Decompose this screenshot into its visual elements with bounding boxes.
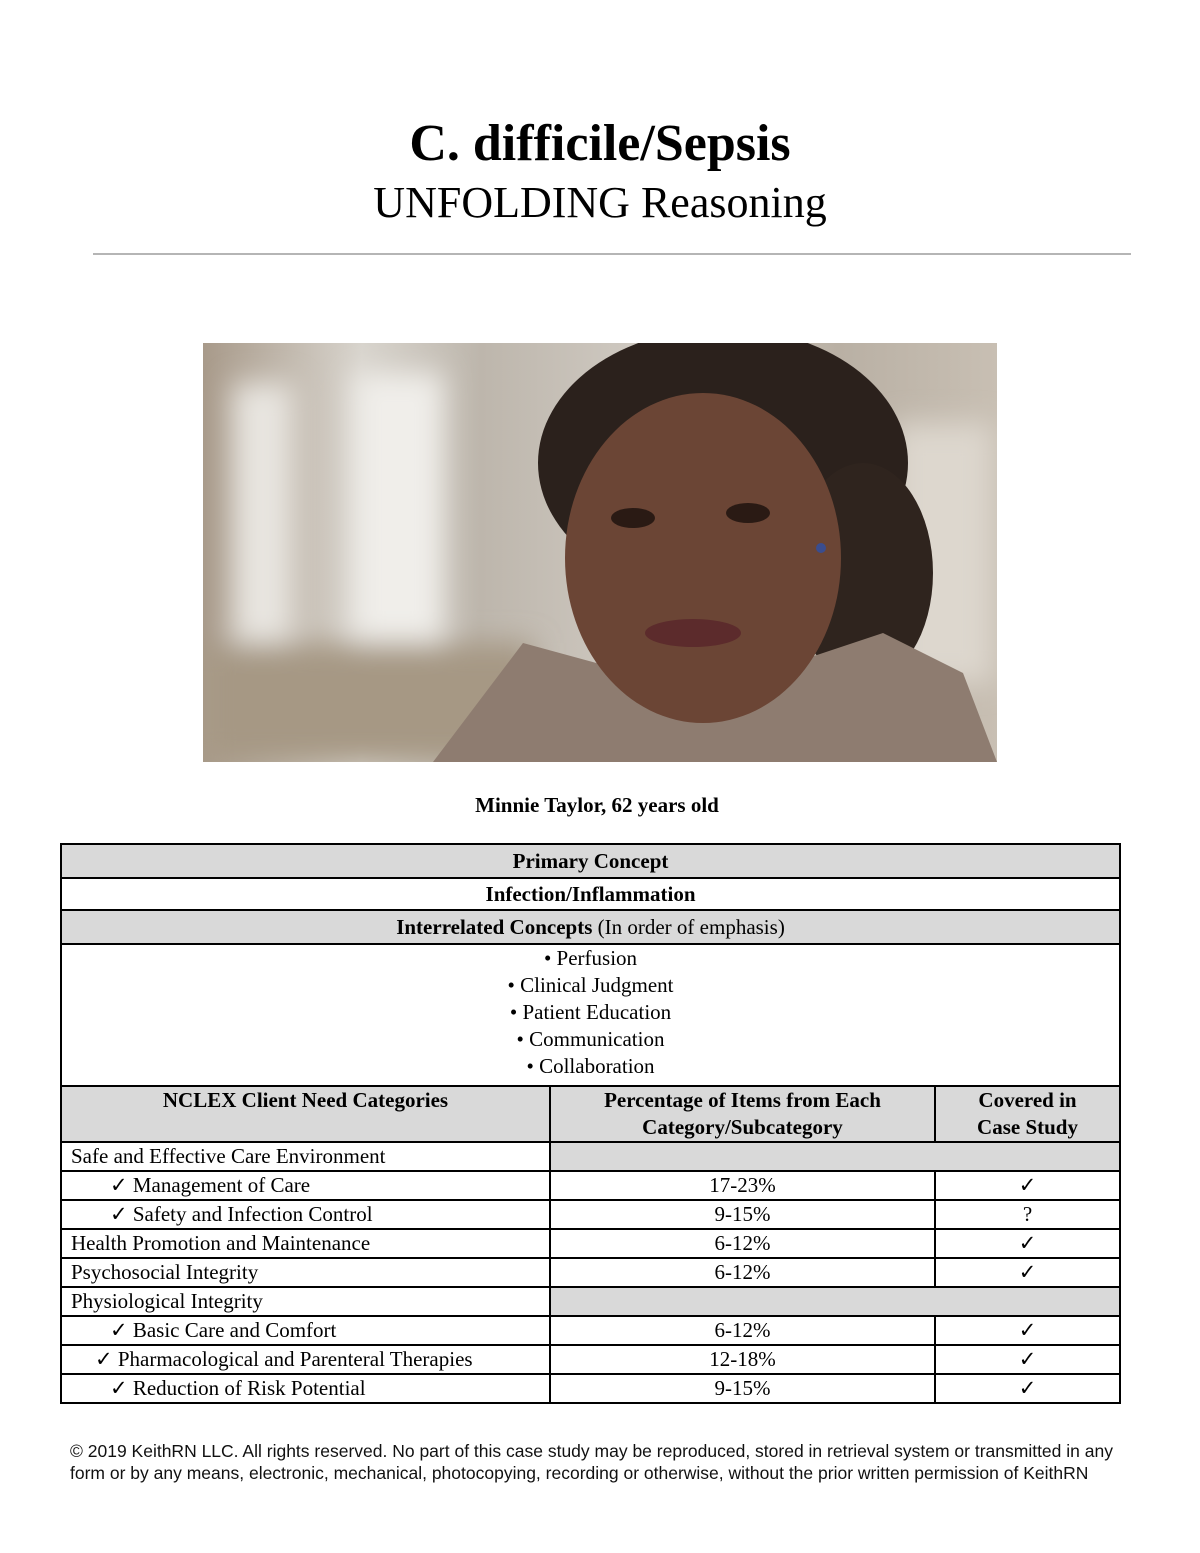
list-item: • Collaboration (526, 1054, 655, 1078)
covered-cell: ✓ (935, 1374, 1120, 1403)
percent-cell: 12-18% (550, 1345, 935, 1374)
interrelated-note: (In order of emphasis) (597, 914, 785, 939)
covered-cell: ✓ (935, 1171, 1120, 1200)
percentage-header-line1: Percentage of Items from Each (604, 1088, 881, 1112)
percent-cell: 9-15% (550, 1374, 935, 1403)
covered-header-line2: Case Study (977, 1115, 1078, 1139)
table-row (61, 1258, 1120, 1287)
header-divider (93, 253, 1131, 255)
table-row (61, 1316, 1120, 1345)
subcategory-cell: ✓ Basic Care and Comfort (61, 1316, 550, 1345)
percent-cell: 9-15% (550, 1200, 935, 1229)
covered-cell: ✓ (935, 1345, 1120, 1374)
subcategory-cell: ✓ Safety and Infection Control (61, 1200, 550, 1229)
subcategory-cell: ✓ Management of Care (61, 1171, 550, 1200)
covered-cell: ✓ (935, 1316, 1120, 1345)
interrelated-label: Interrelated Concepts (396, 914, 593, 939)
column-header-categories: NCLEX Client Need Categories (61, 1086, 550, 1142)
list-item: • Patient Education (509, 1000, 672, 1024)
shaded-cell (550, 1287, 1120, 1316)
concept-table (60, 843, 1121, 1404)
category-cell: Physiological Integrity (61, 1287, 550, 1316)
table-row (61, 1142, 1120, 1171)
table-row (61, 1345, 1120, 1374)
subcategory-cell: ✓ Pharmacological and Parenteral Therapies (61, 1345, 550, 1374)
table-row (61, 1229, 1120, 1258)
list-item: • Communication (516, 1027, 665, 1051)
percent-cell: 17-23% (550, 1171, 935, 1200)
document-subtitle: UNFOLDING Reasoning (373, 178, 827, 227)
column-header-covered (935, 1086, 1120, 1142)
document-title: C. difficile/Sepsis (409, 115, 791, 172)
patient-caption: Minnie Taylor, 62 years old (475, 793, 719, 817)
covered-cell: ✓ (935, 1258, 1120, 1287)
interrelated-concepts-list (61, 944, 1120, 1086)
column-header-percentage (550, 1086, 935, 1142)
percent-cell: 6-12% (550, 1229, 935, 1258)
interrelated-concepts-heading (61, 910, 1120, 944)
category-cell: Psychosocial Integrity (61, 1258, 550, 1287)
table-row (61, 1200, 1120, 1229)
percent-cell: 6-12% (550, 1258, 935, 1287)
covered-cell: ? (935, 1200, 1120, 1229)
patient-photo (203, 343, 997, 762)
percentage-header-line2: Category/Subcategory (642, 1115, 843, 1139)
table-row (61, 1171, 1120, 1200)
primary-concept-value: Infection/Inflammation (61, 878, 1120, 910)
percent-cell: 6-12% (550, 1316, 935, 1345)
list-item: • Perfusion (543, 946, 638, 970)
subcategory-cell: ✓ Reduction of Risk Potential (61, 1374, 550, 1403)
copyright-line-1: © 2019 KeithRN LLC. All rights reserved. No part of this case study may be reproduced, stored in retrieval system or transmitted in any (70, 1441, 1113, 1461)
primary-concept-label: Primary Concept (61, 844, 1120, 878)
copyright-notice (70, 1440, 1140, 1484)
copyright-line-2: form or by any means, electronic, mechanical, photocopying, recording or otherwise, without the prior written permission of KeithRN (70, 1463, 1089, 1483)
table-row (61, 1374, 1120, 1403)
category-cell: Safe and Effective Care Environment (61, 1142, 550, 1171)
list-item: • Clinical Judgment (507, 973, 674, 997)
table-row (61, 1287, 1120, 1316)
category-cell: Health Promotion and Maintenance (61, 1229, 550, 1258)
shaded-cell (550, 1142, 1120, 1171)
covered-cell: ✓ (935, 1229, 1120, 1258)
covered-header-line1: Covered in (978, 1088, 1077, 1112)
